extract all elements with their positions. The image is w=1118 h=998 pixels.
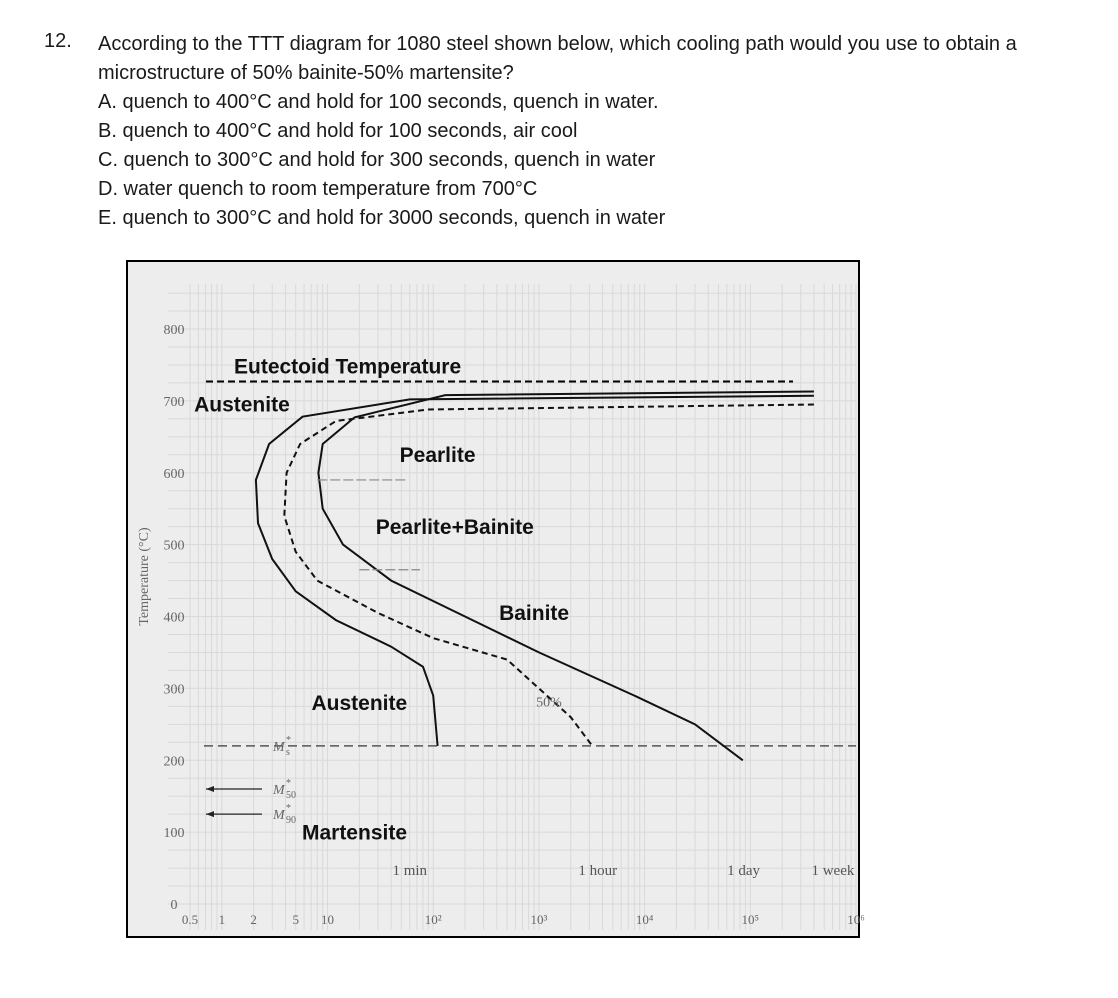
region-label: Austenite <box>311 691 408 715</box>
answer-options <box>98 88 665 233</box>
y-tick-label: 600 <box>163 466 185 482</box>
y-tick-label: 0 <box>170 898 178 913</box>
y-tick-label: 400 <box>163 610 185 626</box>
x-tick-label: 10⁴ <box>635 912 654 927</box>
region-label: Pearlite <box>399 443 476 467</box>
region-label: Pearlite+Bainite <box>375 515 534 539</box>
ttt-diagram <box>128 262 865 936</box>
x-tick-label: 10⁶ <box>847 912 865 927</box>
martensite-superscript: * <box>286 803 291 815</box>
arrow-head-icon <box>206 811 214 817</box>
martensite-symbol: M <box>273 808 285 824</box>
martensite-symbol: M <box>273 783 285 798</box>
region-label: Bainite <box>499 602 570 626</box>
x-tick-label: 10³ <box>530 912 548 927</box>
annotation-label: 50% <box>536 695 562 711</box>
y-tick-label: 300 <box>163 682 185 698</box>
x-tick-label: 2 <box>250 912 257 927</box>
answer-option-b: B. quench to 400°C and hold for 100 seconds, air cool <box>98 120 578 142</box>
martensite-subscript: 50 <box>286 790 296 801</box>
time-label: 1 week <box>811 863 855 879</box>
x-tick-label: 5 <box>292 912 299 927</box>
arrow-head-icon <box>206 786 214 792</box>
y-tick-label: 100 <box>163 826 185 842</box>
y-axis-label: Temperature (°C) <box>137 527 152 626</box>
x-tick-label: 10⁵ <box>741 912 760 927</box>
eutectoid-label: Eutectoid Temperature <box>234 355 462 379</box>
ttt-diagram-figure <box>126 260 865 938</box>
martensite-superscript: * <box>286 734 291 746</box>
question-stem: According to the TTT diagram for 1080 steel shown below, which cooling path would you use to obtain a microstructure of 50% bainite-50% martensite? <box>98 33 1017 84</box>
answer-option-e: E. quench to 300°C and hold for 3000 seconds, quench in water <box>98 207 666 229</box>
time-label: 1 day <box>727 863 761 879</box>
martensite-subscript: s <box>286 746 290 758</box>
region-label: Austenite <box>194 393 290 417</box>
answer-option-c: C. quench to 300°C and hold for 300 seconds, quench in water <box>98 149 656 171</box>
x-tick-label: 1 <box>218 912 226 927</box>
y-tick-label: 700 <box>163 394 185 410</box>
time-label: 1 min <box>392 863 428 879</box>
martensite-symbol: M <box>273 739 285 755</box>
region-label: Martensite <box>301 821 408 845</box>
x-tick-label: 0.5 <box>181 912 199 927</box>
answer-option-a: A. quench to 400°C and hold for 100 seconds, quench in water. <box>98 91 659 113</box>
time-label: 1 hour <box>578 863 618 879</box>
question-block <box>0 0 1118 240</box>
question-number: 12. <box>44 30 72 52</box>
x-tick-label: 10² <box>424 912 442 927</box>
martensite-subscript: 90 <box>286 815 296 827</box>
y-tick-label: 800 <box>163 323 185 338</box>
answer-option-d: D. water quench to room temperature from 700°C <box>98 178 538 200</box>
y-tick-label: 200 <box>163 754 185 770</box>
x-tick-label: 10 <box>321 912 335 927</box>
martensite-superscript: * <box>286 778 291 789</box>
y-tick-label: 500 <box>163 538 185 554</box>
